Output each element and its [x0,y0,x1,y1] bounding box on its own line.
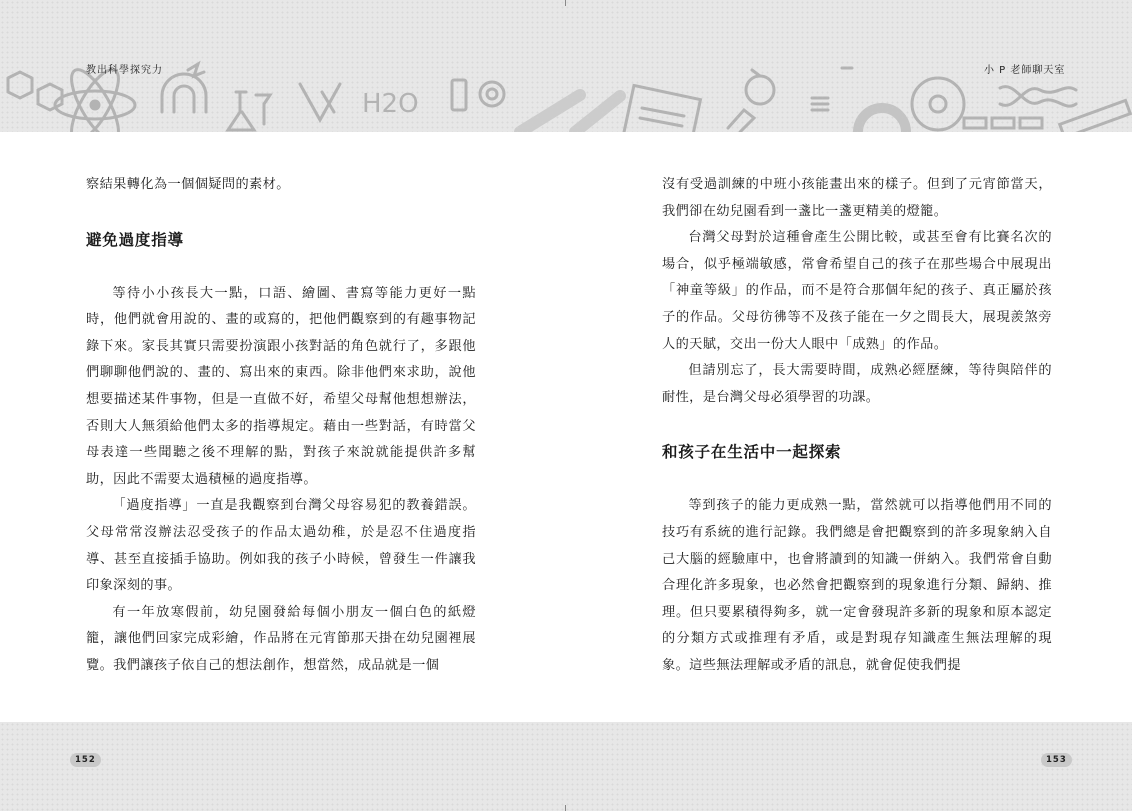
flask-icon [228,92,270,130]
svg-text:H2O: H2O [362,89,419,119]
gutter-mark-bottom [565,805,566,811]
right-page-body [662,172,1052,680]
paragraph: 「過度指導」一直是我觀察到台灣父母容易犯的教養錯誤。父母常常沒辦法忍受孩子的作品太過幼稚，於是忍不住過度指導、甚至直接插手協助。例如我的孩子小時候，曾發生一件讓我印象深刻的事。 [86,498,476,594]
paragraph: 有一年放寒假前，幼兒園發給每個小朋友一個白色的紙燈籠，讓他們回家完成彩繪，作品將在元宵節那天掛在幼兒園裡展覽。我們讓孩子依自己的想法創作，想當然，成品就是一個 [86,604,476,673]
lightning-icon [300,84,340,120]
page-number-left: 152 [70,753,101,767]
page-number-right: 153 [1041,753,1072,767]
footer-band [0,722,1132,811]
h2o-icon [362,89,419,119]
paragraph: 台灣父母對於這種會產生公開比較，或甚至會有比賽名次的場合，似乎極端敏感，常會希望自己的孩子在那些場合中展現出「神童等級」的作品，而不是符合那個年紀的孩子、真正屬於孩子的作品。父母彷彿等不及孩子能在一夕之間長大，展現羨煞旁人的天賦，交出一份大人眼中「成熟」的作品。 [662,230,1052,352]
magnifier-icon [912,78,964,130]
left-page-body [86,172,476,680]
beaker-icon [858,108,906,132]
magnet-icon [162,64,206,112]
tools-icon [520,95,620,132]
book-title-header: 教出科學探究力 [86,65,163,76]
microscope-icon [728,70,774,132]
paragraph: 等到孩子的能力更成熟一點，當然就可以指導他們用不同的技巧有系統的進行記錄。我們總是會把觀察到的許多現象納入自己大腦的經驗庫中，也會將讀到的知識一併納入。我們常會自動合理化許多現象，也必然會把觀察到的現象進行分類、歸納、推理。但只要累積得夠多，就一定會發現許多新的現象和原本認定的分類方式或推理有矛盾，或是對現存知識產生無法理解的現象。這些無法理解或矛盾的訊息，就會促使我們提 [662,498,1052,673]
section-heading: 和孩子在生活中一起探索 [662,443,842,462]
section-heading: 避免過度指導 [86,230,184,249]
paragraph: 等待小小孩長大一點，口語、繪圖、書寫等能力更好一點時，他們就會用說的、畫的或寫的，把他們觀察到的有趣事物記錄下來。家長其實只需要扮演跟小孩對話的角色就行了，多跟他們聊聊他們說的、畫的、寫出來的東西。除非他們來求助，說他想要描述某件事物，但是一直做不好，希望父母幫他想想辦法，否則大人無須給他們太多的指導規定。藉由一些對話，有時當父母表達一些聞聽之後不理解的點，對孩子來說就能提供許多幫助，因此不需要太過積極的過度指導。 [86,285,476,487]
paragraph: 沒有受過訓練的中班小孩能畫出來的樣子。但到了元宵節當天，我們卻在幼兒園看到一盞比一盞更精美的燈籠。 [662,177,1052,219]
notebook-icon [624,85,701,132]
science-doodles [0,0,1132,132]
section-title-header: 小 P 老師聊天室 [984,65,1066,76]
lightbulb-icon [812,68,852,110]
paragraph: 但請別忘了，長大需要時間，成熟必經歷練，等待與陪伴的耐性，是台灣父母必須學習的功課。 [662,363,1052,405]
dna-icon [964,87,1076,128]
test-tube-icon [452,80,504,110]
paragraph: 察結果轉化為一個個疑問的素材。 [86,177,290,192]
